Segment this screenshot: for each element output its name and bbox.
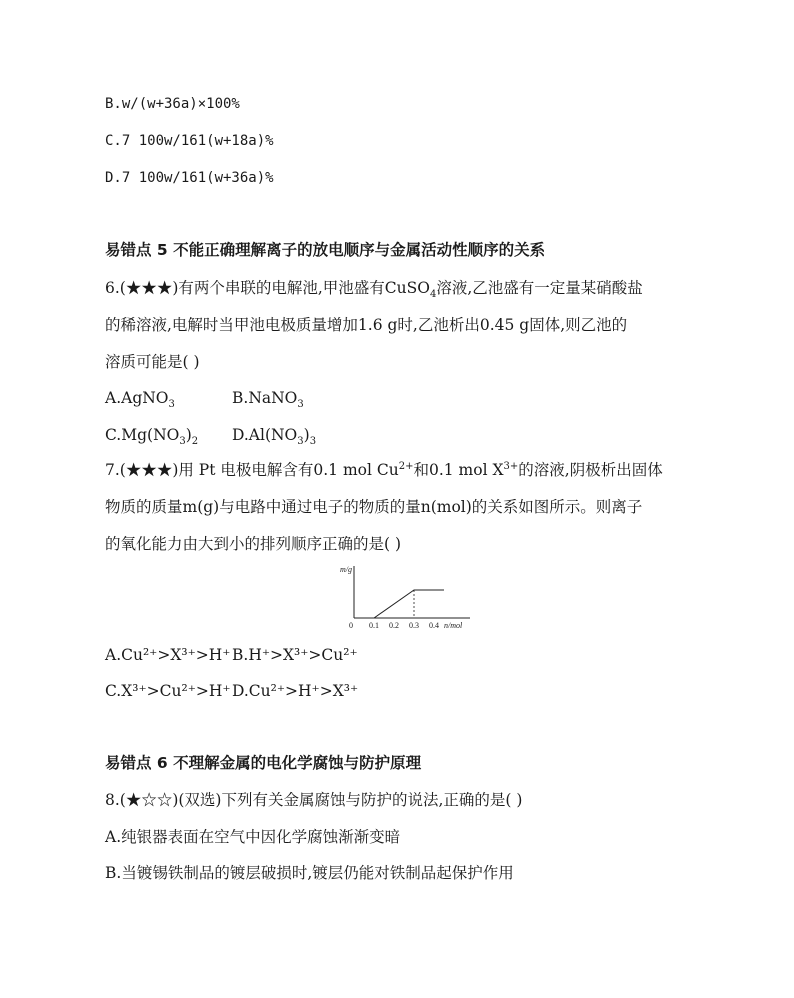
option-c-prev: C.7 100w/161(w+18a)%	[105, 133, 274, 149]
q7-options-row-1	[105, 645, 358, 665]
x-tick-label: 0.2	[389, 621, 399, 630]
q7-options-row-2	[105, 681, 359, 701]
q8-line-1: 8.(★☆☆)(双选)下列有关金属腐蚀与防护的说法,正确的是( )	[105, 791, 523, 809]
q6-line-3: 溶质可能是( )	[105, 353, 200, 371]
x-tick-label: 0.4	[429, 621, 439, 630]
q6-option-d: $D.Al(NO_3)_3$	[232, 426, 317, 448]
q8-option-b: B.当镀锡铁制品的镀层破损时,镀层仍能对铁制品起保护作用	[105, 864, 514, 882]
section-6-heading: 易错点 6 不理解金属的电化学腐蚀与防护原理	[105, 754, 422, 772]
q6-options-row-1	[105, 388, 304, 411]
option-b-prev: B.w/(w+36a)×100%	[105, 96, 240, 112]
origin-label: 0	[349, 621, 353, 630]
q7-option-b: B.H⁺>X³⁺>Cu²⁺	[232, 646, 358, 664]
q6-line-1: 6.(★★★)有两个串联的电解池,甲池盛有CuSO$_4$溶液,乙池盛有一定量某硝酸盐	[105, 279, 643, 301]
q7-line-2: 物质的质量m(g)与电路中通过电子的物质的量n(mol)的关系如图所示。则离子	[105, 498, 643, 516]
mass-vs-electron-chart	[330, 560, 470, 636]
section-5-heading: 易错点 5 不能正确理解离子的放电顺序与金属活动性顺序的关系	[105, 241, 546, 259]
q7-line-3: 的氧化能力由大到小的排列顺序正确的是( )	[105, 535, 402, 553]
q6-option-b: B.NaNO$_3$	[232, 389, 304, 411]
q7-line-1: 7.(★★★)用 Pt 电极电解含有0.1 mol $Cu^{2+}$和0.1 mol $X^{3+}$的溶液,阴极析出固体	[105, 460, 663, 479]
q7-option-c: C.X³⁺>Cu²⁺>H⁺	[105, 682, 231, 700]
q7-option-a: A.Cu²⁺>X³⁺>H⁺	[105, 646, 231, 664]
q6-line-2: 的稀溶液,电解时当甲池电极质量增加1.6 g时,乙池析出0.45 g固体,则乙池的	[105, 316, 628, 334]
x-tick-label: 0.3	[409, 621, 419, 630]
option-d-prev: D.7 100w/161(w+36a)%	[105, 170, 274, 186]
q8-option-a: A.纯银器表面在空气中因化学腐蚀渐渐变暗	[105, 828, 401, 846]
x-tick-label: 0.1	[369, 621, 379, 630]
y-axis-label: m/g	[340, 565, 352, 574]
q6-option-a: A.AgNO$_3$	[105, 389, 175, 411]
q6-option-c: $C.Mg(NO_3)_2$	[105, 426, 199, 448]
q6-options-row-2	[105, 425, 317, 448]
x-axis-label: n/mol	[444, 621, 463, 630]
q7-option-d: D.Cu²⁺>H⁺>X³⁺	[232, 682, 359, 700]
series-line	[354, 590, 444, 618]
